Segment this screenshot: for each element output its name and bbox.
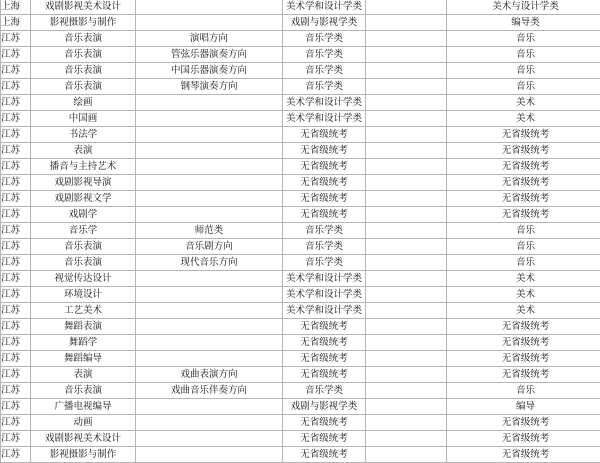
blank-cell bbox=[366, 15, 447, 31]
exam-category-cell: 戏剧与影视学类 bbox=[283, 399, 366, 415]
category-cell: 美术 bbox=[447, 271, 600, 287]
direction-cell: 现代音乐方向 bbox=[136, 255, 283, 271]
major-cell: 音乐表演 bbox=[31, 47, 136, 63]
major-cell: 中国画 bbox=[31, 111, 136, 127]
major-cell: 戏剧影视文学 bbox=[31, 191, 136, 207]
exam-category-cell: 戏剧与影视学类 bbox=[283, 15, 366, 31]
table-row bbox=[1, 255, 600, 271]
blank-cell bbox=[366, 399, 447, 415]
direction-cell bbox=[136, 399, 283, 415]
major-cell: 舞蹈学 bbox=[31, 335, 136, 351]
major-cell: 环境设计 bbox=[31, 287, 136, 303]
table-row bbox=[1, 319, 600, 335]
table-row bbox=[1, 447, 600, 463]
category-cell: 无省级统考 bbox=[447, 207, 600, 223]
major-cell: 音乐表演 bbox=[31, 63, 136, 79]
blank-cell bbox=[366, 415, 447, 431]
province-cell: 江苏 bbox=[1, 159, 31, 175]
category-cell: 美术 bbox=[447, 111, 600, 127]
blank-cell bbox=[366, 303, 447, 319]
province-cell: 江苏 bbox=[1, 271, 31, 287]
province-cell: 江苏 bbox=[1, 95, 31, 111]
province-cell: 江苏 bbox=[1, 223, 31, 239]
blank-cell bbox=[366, 207, 447, 223]
blank-cell bbox=[366, 95, 447, 111]
province-cell: 江苏 bbox=[1, 255, 31, 271]
blank-cell bbox=[366, 287, 447, 303]
province-cell: 江苏 bbox=[1, 447, 31, 463]
province-cell: 江苏 bbox=[1, 47, 31, 63]
table-body bbox=[1, 0, 600, 463]
blank-cell bbox=[366, 0, 447, 15]
province-cell: 江苏 bbox=[1, 399, 31, 415]
direction-cell: 管弦乐器演奏方向 bbox=[136, 47, 283, 63]
blank-cell bbox=[366, 143, 447, 159]
major-cell: 表演 bbox=[31, 143, 136, 159]
blank-cell bbox=[366, 351, 447, 367]
category-cell: 无省级统考 bbox=[447, 431, 600, 447]
direction-cell bbox=[136, 351, 283, 367]
direction-cell bbox=[136, 287, 283, 303]
category-cell: 音乐 bbox=[447, 47, 600, 63]
exam-category-cell: 无省级统考 bbox=[283, 351, 366, 367]
province-cell: 江苏 bbox=[1, 175, 31, 191]
blank-cell bbox=[366, 255, 447, 271]
direction-cell bbox=[136, 319, 283, 335]
blank-cell bbox=[366, 191, 447, 207]
category-cell: 美术 bbox=[447, 95, 600, 111]
category-cell: 编导类 bbox=[447, 15, 600, 31]
blank-cell bbox=[366, 335, 447, 351]
category-cell: 音乐 bbox=[447, 31, 600, 47]
direction-cell bbox=[136, 127, 283, 143]
table-row bbox=[1, 399, 600, 415]
province-cell: 江苏 bbox=[1, 31, 31, 47]
category-cell: 音乐 bbox=[447, 63, 600, 79]
category-cell: 美术与设计学类 bbox=[447, 0, 600, 15]
table-row bbox=[1, 287, 600, 303]
exam-category-cell: 音乐学类 bbox=[283, 383, 366, 399]
province-cell: 江苏 bbox=[1, 239, 31, 255]
major-cell: 戏剧影视美术设计 bbox=[31, 431, 136, 447]
major-cell: 音乐表演 bbox=[31, 255, 136, 271]
exam-category-cell: 无省级统考 bbox=[283, 415, 366, 431]
exam-category-cell: 无省级统考 bbox=[283, 191, 366, 207]
exam-category-cell: 无省级统考 bbox=[283, 143, 366, 159]
province-cell: 江苏 bbox=[1, 143, 31, 159]
exam-category-cell: 无省级统考 bbox=[283, 207, 366, 223]
category-cell: 美术 bbox=[447, 303, 600, 319]
province-cell: 江苏 bbox=[1, 287, 31, 303]
category-cell: 音乐 bbox=[447, 79, 600, 95]
major-cell: 戏剧影视美术设计 bbox=[31, 0, 136, 15]
province-cell: 江苏 bbox=[1, 127, 31, 143]
blank-cell bbox=[366, 159, 447, 175]
exam-category-cell: 无省级统考 bbox=[283, 335, 366, 351]
table-row bbox=[1, 79, 600, 95]
blank-cell bbox=[366, 63, 447, 79]
direction-cell: 师范类 bbox=[136, 223, 283, 239]
major-cell: 影视摄影与制作 bbox=[31, 447, 136, 463]
exam-category-cell: 美术学和设计学类 bbox=[283, 0, 366, 15]
table-row bbox=[1, 271, 600, 287]
table-row bbox=[1, 191, 600, 207]
major-cell: 音乐表演 bbox=[31, 79, 136, 95]
blank-cell bbox=[366, 431, 447, 447]
major-cell: 舞蹈编导 bbox=[31, 351, 136, 367]
category-cell: 无省级统考 bbox=[447, 175, 600, 191]
category-cell: 无省级统考 bbox=[447, 351, 600, 367]
blank-cell bbox=[366, 383, 447, 399]
table-row bbox=[1, 31, 600, 47]
major-cell: 音乐表演 bbox=[31, 383, 136, 399]
exam-category-cell: 音乐学类 bbox=[283, 239, 366, 255]
category-cell: 编导 bbox=[447, 399, 600, 415]
category-cell: 无省级统考 bbox=[447, 367, 600, 383]
table-row bbox=[1, 0, 600, 15]
table-row bbox=[1, 47, 600, 63]
direction-cell bbox=[136, 271, 283, 287]
exam-category-cell: 音乐学类 bbox=[283, 79, 366, 95]
category-cell: 美术 bbox=[447, 287, 600, 303]
exam-category-cell: 无省级统考 bbox=[283, 319, 366, 335]
category-cell: 音乐 bbox=[447, 239, 600, 255]
category-cell: 音乐 bbox=[447, 383, 600, 399]
exam-category-cell: 音乐学类 bbox=[283, 255, 366, 271]
exam-category-cell: 无省级统考 bbox=[283, 447, 366, 463]
direction-cell bbox=[136, 447, 283, 463]
exam-category-cell: 音乐学类 bbox=[283, 31, 366, 47]
direction-cell bbox=[136, 191, 283, 207]
major-cell: 戏剧学 bbox=[31, 207, 136, 223]
exam-category-cell: 美术学和设计学类 bbox=[283, 287, 366, 303]
province-cell: 江苏 bbox=[1, 319, 31, 335]
province-cell: 上海 bbox=[1, 15, 31, 31]
table-row bbox=[1, 159, 600, 175]
province-cell: 江苏 bbox=[1, 79, 31, 95]
province-cell: 江苏 bbox=[1, 207, 31, 223]
direction-cell bbox=[136, 143, 283, 159]
major-cell: 音乐表演 bbox=[31, 31, 136, 47]
direction-cell bbox=[136, 15, 283, 31]
table-row bbox=[1, 207, 600, 223]
blank-cell bbox=[366, 319, 447, 335]
exam-category-cell: 美术学和设计学类 bbox=[283, 303, 366, 319]
province-cell: 江苏 bbox=[1, 415, 31, 431]
major-cell: 影视摄影与制作 bbox=[31, 15, 136, 31]
exam-category-cell: 无省级统考 bbox=[283, 431, 366, 447]
direction-cell: 戏曲音乐伴奏方向 bbox=[136, 383, 283, 399]
direction-cell bbox=[136, 95, 283, 111]
table-row bbox=[1, 143, 600, 159]
table-row bbox=[1, 415, 600, 431]
exam-category-cell: 美术学和设计学类 bbox=[283, 271, 366, 287]
major-cell: 音乐表演 bbox=[31, 239, 136, 255]
province-cell: 江苏 bbox=[1, 383, 31, 399]
major-cell: 舞蹈表演 bbox=[31, 319, 136, 335]
exam-category-cell: 无省级统考 bbox=[283, 367, 366, 383]
table-row bbox=[1, 63, 600, 79]
table-row bbox=[1, 303, 600, 319]
table-row bbox=[1, 15, 600, 31]
province-cell: 江苏 bbox=[1, 191, 31, 207]
table-row bbox=[1, 335, 600, 351]
province-cell: 上海 bbox=[1, 0, 31, 15]
direction-cell: 演唱方向 bbox=[136, 31, 283, 47]
exam-category-cell: 美术学和设计学类 bbox=[283, 95, 366, 111]
major-cell: 书法学 bbox=[31, 127, 136, 143]
province-cell: 江苏 bbox=[1, 63, 31, 79]
table-row bbox=[1, 175, 600, 191]
category-cell: 无省级统考 bbox=[447, 143, 600, 159]
direction-cell bbox=[136, 175, 283, 191]
direction-cell: 戏曲表演方向 bbox=[136, 367, 283, 383]
exam-category-cell: 音乐学类 bbox=[283, 223, 366, 239]
table-row bbox=[1, 95, 600, 111]
blank-cell bbox=[366, 175, 447, 191]
table-row bbox=[1, 367, 600, 383]
direction-cell bbox=[136, 303, 283, 319]
major-cell: 戏剧影视导演 bbox=[31, 175, 136, 191]
direction-cell: 钢琴演奏方向 bbox=[136, 79, 283, 95]
blank-cell bbox=[366, 47, 447, 63]
blank-cell bbox=[366, 127, 447, 143]
province-cell: 江苏 bbox=[1, 111, 31, 127]
direction-cell bbox=[136, 415, 283, 431]
direction-cell bbox=[136, 431, 283, 447]
blank-cell bbox=[366, 31, 447, 47]
direction-cell bbox=[136, 0, 283, 15]
table-row bbox=[1, 223, 600, 239]
major-cell: 音乐学 bbox=[31, 223, 136, 239]
table-row bbox=[1, 111, 600, 127]
table-row bbox=[1, 383, 600, 399]
category-cell: 音乐 bbox=[447, 223, 600, 239]
direction-cell bbox=[136, 111, 283, 127]
blank-cell bbox=[366, 239, 447, 255]
blank-cell bbox=[366, 79, 447, 95]
major-cell: 动画 bbox=[31, 415, 136, 431]
category-cell: 无省级统考 bbox=[447, 447, 600, 463]
blank-cell bbox=[366, 367, 447, 383]
table-row bbox=[1, 127, 600, 143]
blank-cell bbox=[366, 447, 447, 463]
blank-cell bbox=[366, 111, 447, 127]
major-cell: 表演 bbox=[31, 367, 136, 383]
table-row bbox=[1, 351, 600, 367]
province-cell: 江苏 bbox=[1, 303, 31, 319]
province-cell: 江苏 bbox=[1, 367, 31, 383]
category-cell: 无省级统考 bbox=[447, 335, 600, 351]
major-cell: 视觉传达设计 bbox=[31, 271, 136, 287]
direction-cell: 音乐剧方向 bbox=[136, 239, 283, 255]
major-cell: 绘画 bbox=[31, 95, 136, 111]
exam-category-cell: 音乐学类 bbox=[283, 47, 366, 63]
province-cell: 江苏 bbox=[1, 335, 31, 351]
exam-category-cell: 美术学和设计学类 bbox=[283, 111, 366, 127]
direction-cell bbox=[136, 159, 283, 175]
exam-category-cell: 无省级统考 bbox=[283, 159, 366, 175]
table-row bbox=[1, 239, 600, 255]
direction-cell bbox=[136, 335, 283, 351]
direction-cell bbox=[136, 207, 283, 223]
major-cell: 广播电视编导 bbox=[31, 399, 136, 415]
exam-category-cell: 音乐学类 bbox=[283, 63, 366, 79]
category-cell: 无省级统考 bbox=[447, 191, 600, 207]
category-cell: 无省级统考 bbox=[447, 415, 600, 431]
exam-category-cell: 无省级统考 bbox=[283, 175, 366, 191]
blank-cell bbox=[366, 223, 447, 239]
table-row bbox=[1, 431, 600, 447]
category-cell: 音乐 bbox=[447, 255, 600, 271]
category-cell: 无省级统考 bbox=[447, 319, 600, 335]
blank-cell bbox=[366, 271, 447, 287]
major-cell: 播音与主持艺术 bbox=[31, 159, 136, 175]
major-cell: 工艺美术 bbox=[31, 303, 136, 319]
category-cell: 无省级统考 bbox=[447, 159, 600, 175]
exam-category-cell: 无省级统考 bbox=[283, 127, 366, 143]
direction-cell: 中国乐器演奏方向 bbox=[136, 63, 283, 79]
province-cell: 江苏 bbox=[1, 431, 31, 447]
category-cell: 无省级统考 bbox=[447, 127, 600, 143]
province-cell: 江苏 bbox=[1, 351, 31, 367]
